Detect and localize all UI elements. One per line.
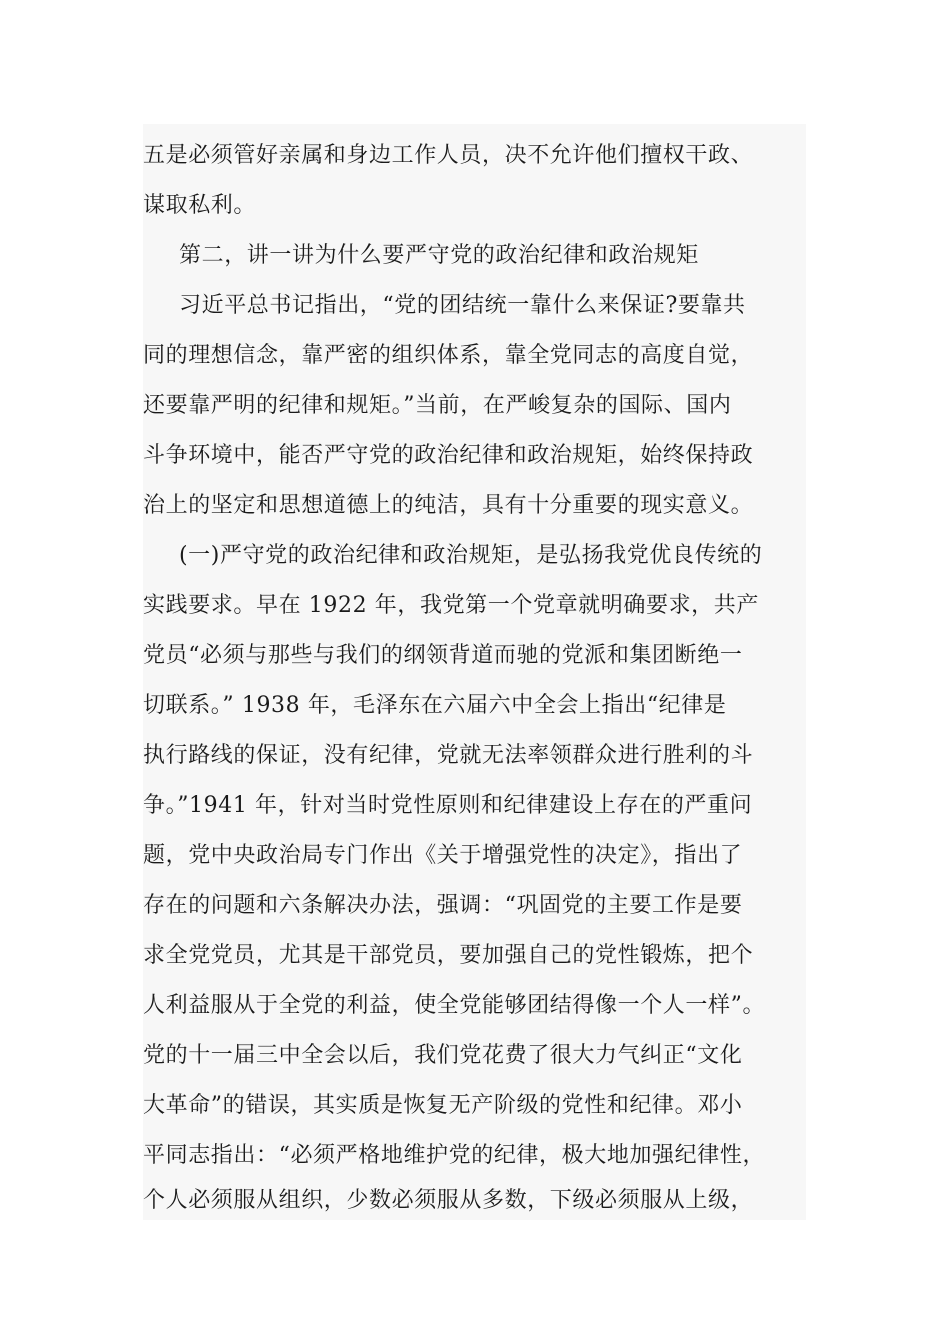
text-line: 切联系。” 1938 年，毛泽东在六届六中全会上指出“纪律是 <box>143 693 727 718</box>
text-line: 五是必须管好亲属和身边工作人员，决不允许他们擅权干政、 <box>143 143 754 168</box>
text-line: 习近平总书记指出，“党的团结统一靠什么来保证?要靠共 <box>179 293 746 318</box>
text-line: 大革命”的错误，其实质是恢复无产阶级的党性和纪律。邓小 <box>143 1093 743 1118</box>
body-text <box>143 124 806 1220</box>
text-line: 党的十一届三中全会以后，我们党花费了很大力气纠正“文化 <box>143 1043 743 1068</box>
text-line: 谋取私利。 <box>143 193 257 218</box>
text-line: 平同志指出：“必须严格地维护党的纪律，极大地加强纪律性， <box>143 1143 766 1168</box>
text-line: 斗争环境中，能否严守党的政治纪律和政治规矩，始终保持政 <box>143 443 754 468</box>
text-line: 人利益服从于全党的利益，使全党能够团结得像一个人一样”。 <box>143 993 766 1018</box>
text-line: 争。”1941 年，针对当时党性原则和纪律建设上存在的严重问 <box>143 793 753 818</box>
text-line: 个人必须服从组织，少数必须服从多数，下级必须服从上级， <box>143 1188 754 1213</box>
text-line: 求全党党员，尤其是干部党员，要加强自己的党性锻炼，把个 <box>143 943 754 968</box>
text-line: 执行路线的保证，没有纪律，党就无法率领群众进行胜利的斗 <box>143 743 754 768</box>
section-heading: 第二，讲一讲为什么要严守党的政治纪律和政治规矩 <box>179 243 699 268</box>
text-line: 存在的问题和六条解决办法，强调：“巩固党的主要工作是要 <box>143 893 743 918</box>
text-line: 还要靠严明的纪律和规矩。”当前，在严峻复杂的国际、国内 <box>143 393 732 418</box>
text-line: 治上的坚定和思想道德上的纯洁，具有十分重要的现实意义。 <box>143 493 754 518</box>
text-line: 实践要求。早在 1922 年，我党第一个党章就明确要求，共产 <box>143 593 759 618</box>
text-line: 题，党中央政治局专门作出《关于增强党性的决定》，指出了 <box>143 843 743 868</box>
text-line: (一)严守党的政治纪律和政治规矩，是弘扬我党优良传统的 <box>179 543 763 568</box>
text-line: 同的理想信念，靠严密的组织体系，靠全党同志的高度自觉， <box>143 343 754 368</box>
text-line: 党员“必须与那些与我们的纲领背道而驰的党派和集团断绝一 <box>143 643 743 668</box>
